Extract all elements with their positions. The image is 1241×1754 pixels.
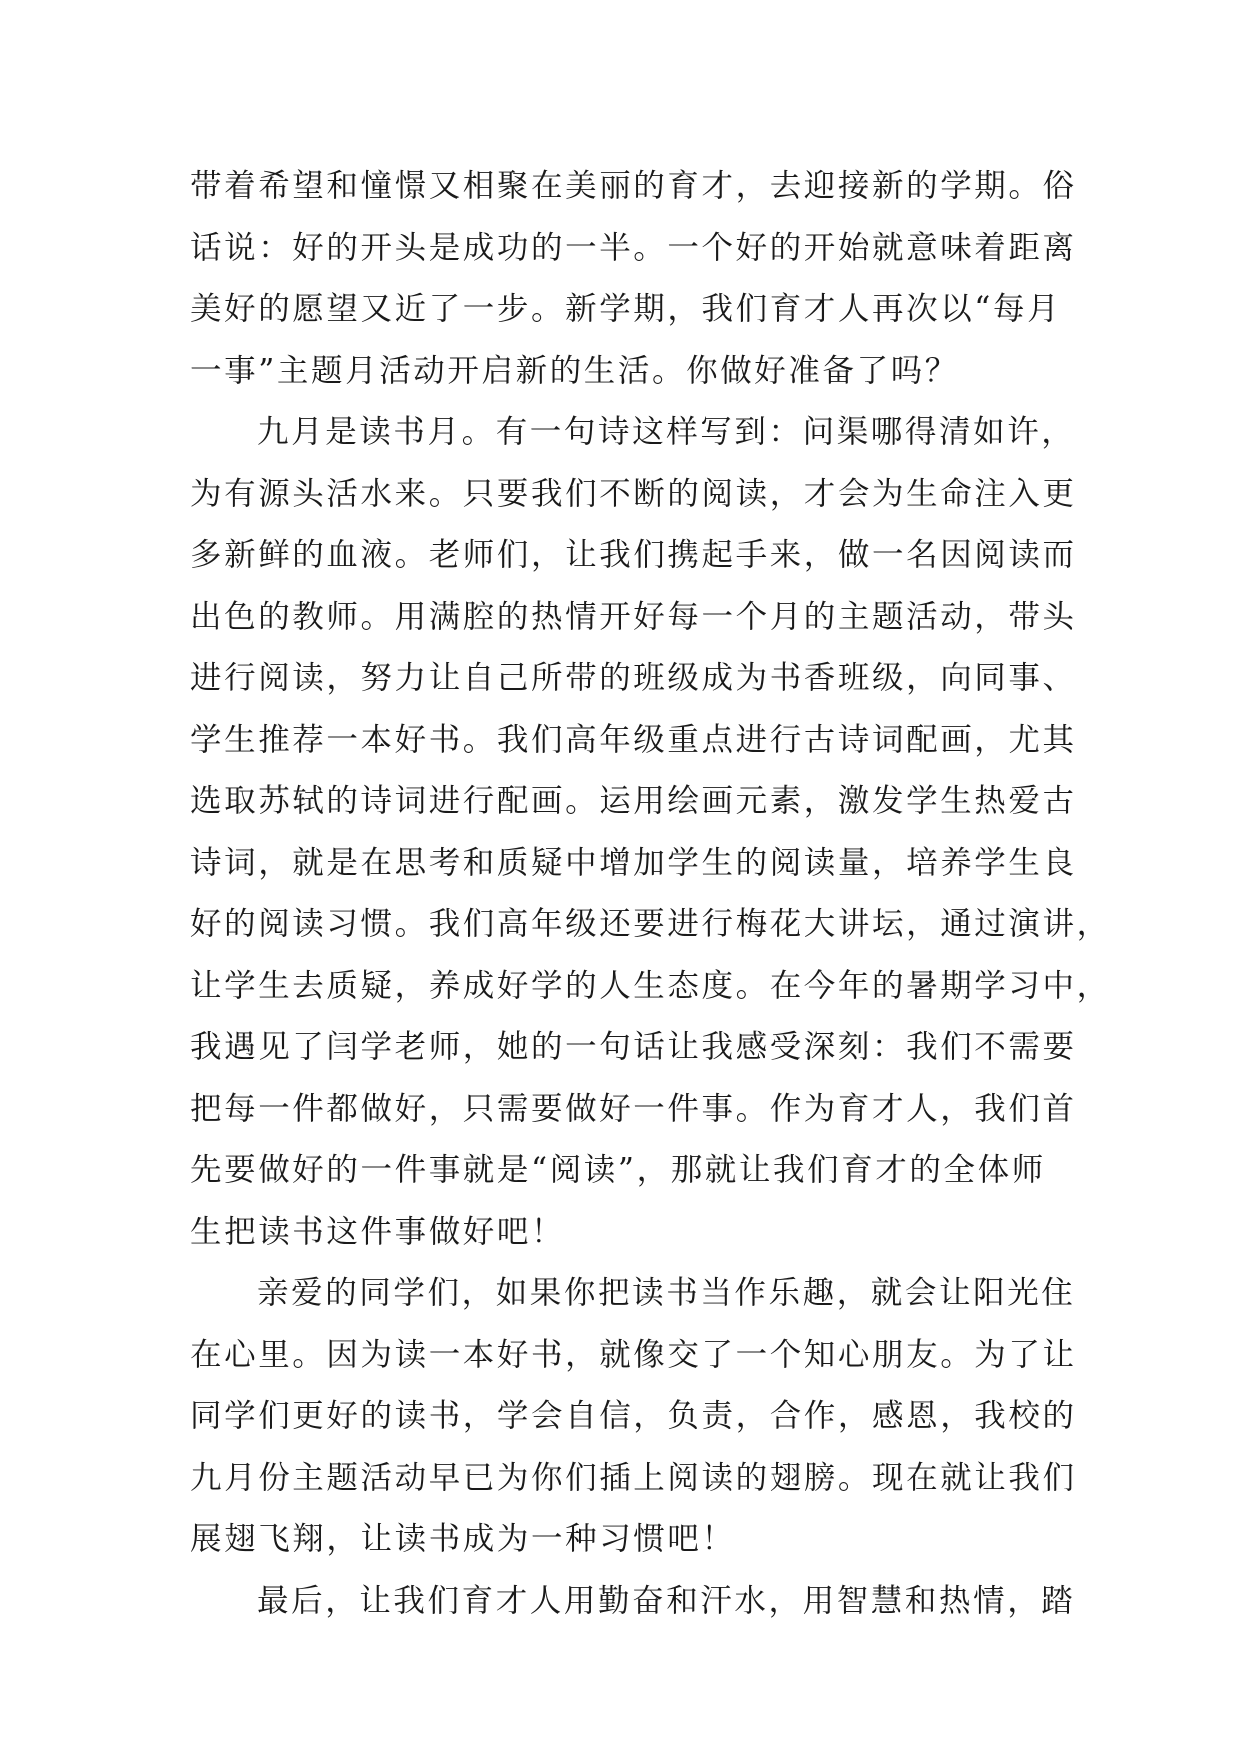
text-line: 进行阅读，努力让自己所带的班级成为书香班级，向同事、 <box>190 660 1077 696</box>
text-line: 选取苏轼的诗词进行配画。运用绘画元素，激发学生热爱古 <box>190 783 1077 819</box>
text-line: 九月份主题活动早已为你们插上阅读的翅膀。现在就让我们 <box>190 1459 1077 1496</box>
text-line: 出色的教师。用满腔的热情开好每一个月的主题活动，带头 <box>190 598 1077 635</box>
text-line: 话说：好的开头是成功的一半。一个好的开始就意味着距离 <box>190 229 1077 266</box>
text-line: 最后，让我们育才人用勤奋和汗水，用智慧和热情，踏 <box>257 1582 1076 1619</box>
text-line: 诗词，就是在思考和质疑中增加学生的阅读量，培养学生良 <box>190 844 1077 881</box>
text-line: 好的阅读习惯。我们高年级还要进行梅花大讲坛，通过演讲， <box>190 906 1111 942</box>
text-line: 亲爱的同学们，如果你把读书当作乐趣，就会让阳光住 <box>257 1275 1076 1311</box>
text-line: 学生推荐一本好书。我们高年级重点进行古诗词配画，尤其 <box>190 721 1077 758</box>
text-line: 在心里。因为读一本好书，就像交了一个知心朋友。为了让 <box>190 1336 1077 1373</box>
text-line: 一事”主题月活动开启新的生活。你做好准备了吗？ <box>190 352 959 389</box>
text-line: 同学们更好的读书，学会自信，负责，合作，感恩，我校的 <box>190 1398 1077 1434</box>
text-line: 多新鲜的血液。老师们，让我们携起手来，做一名因阅读而 <box>190 537 1077 573</box>
text-line: 把每一件都做好，只需要做好一件事。作为育才人，我们首 <box>190 1090 1077 1127</box>
text-line: 让学生去质疑，养成好学的人生态度。在今年的暑期学习中， <box>190 967 1111 1004</box>
document-body <box>190 156 1111 1632</box>
text-line: 美好的愿望又近了一步。新学期，我们育才人再次以“每月 <box>190 291 1062 327</box>
text-line: 九月是读书月。有一句诗这样写到：问渠哪得清如许， <box>257 414 1076 450</box>
text-line: 带着希望和憧憬又相聚在美丽的育才，去迎接新的学期。俗 <box>190 168 1077 204</box>
text-line: 展翅飞翔，让读书成为一种习惯吧！ <box>190 1521 736 1557</box>
text-line: 生把读书这件事做好吧！ <box>190 1213 566 1250</box>
text-line: 我遇见了闫学老师，她的一句话让我感受深刻：我们不需要 <box>190 1029 1077 1065</box>
text-line: 为有源头活水来。只要我们不断的阅读，才会为生命注入更 <box>190 475 1077 512</box>
text-line: 先要做好的一件事就是“阅读”，那就让我们育才的全体师 <box>190 1152 1046 1188</box>
